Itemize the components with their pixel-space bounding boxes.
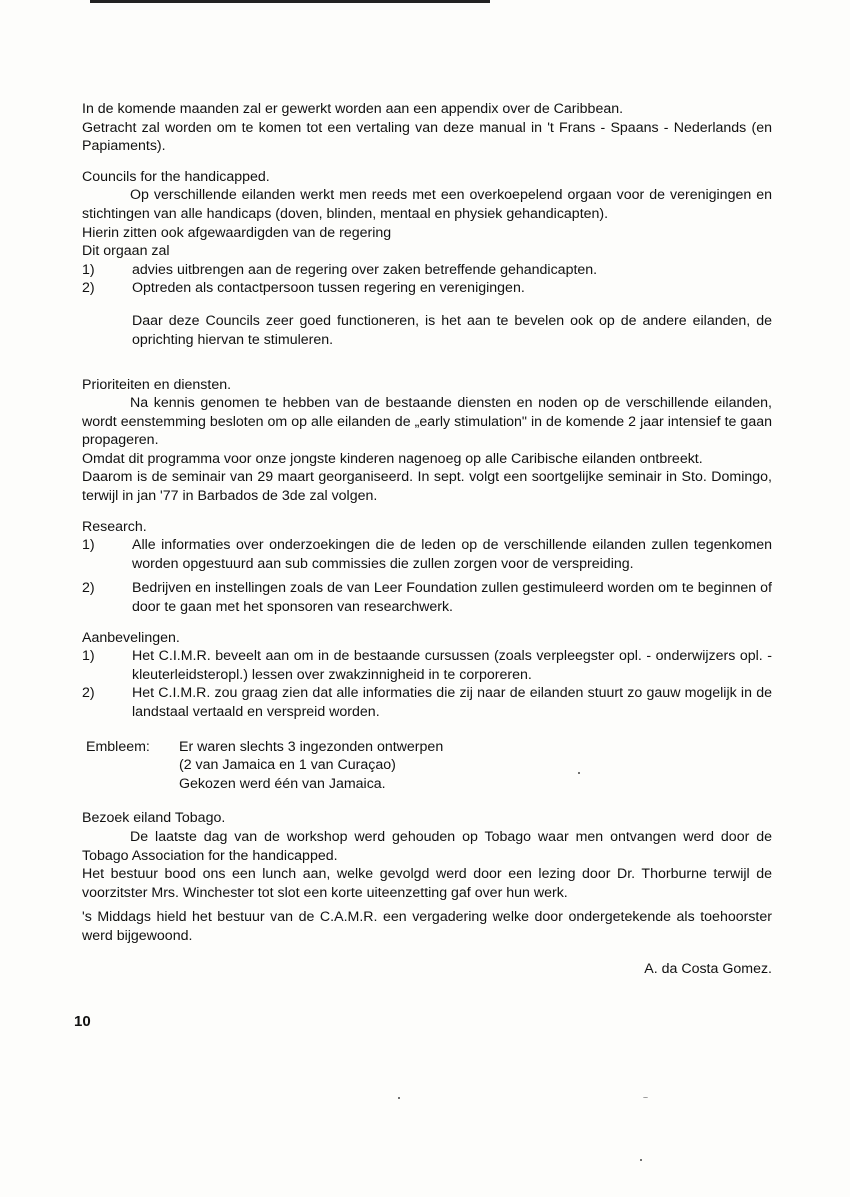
intro-line-2: Getracht zal worden om te komen tot een vertaling van deze manual in 't Frans - Spaans - Nederlands (en Papiaments). <box>82 119 772 155</box>
priorities-paragraph-1: Na kennis genomen te hebben van de bestaande diensten en noden op de verschillende eilanden, wordt eenstemming besloten om op alle eilanden de „early stimulation" in de komende 2 jaar intensief te gaan propageren. <box>82 395 772 449</box>
councils-item-2 <box>82 279 772 298</box>
emblem-line: Gekozen werd één van Jamaica. <box>179 775 386 792</box>
recommendations-item-number: 2) <box>82 685 95 702</box>
emblem-section <box>82 738 772 794</box>
recommendations-item-number: 1) <box>82 648 95 665</box>
signature: A. da Costa Gomez. <box>644 960 772 977</box>
emblem-line: Er waren slechts 3 ingezonden ontwerpen <box>179 738 444 755</box>
councils-heading: Councils for the handicapped. <box>82 168 270 185</box>
emblem-label: Embleem: <box>86 738 150 755</box>
councils-item-number: 1) <box>82 261 95 278</box>
councils-item-text: Optreden als contactpersoon tussen regering en verenigingen. <box>132 280 525 297</box>
tobago-heading: Bezoek eiland Tobago. <box>82 810 226 827</box>
tobago-paragraph-1: De laatste dag van de workshop werd gehouden op Tobago waar men ontvangen werd door de Tobago Association for the handicapped. <box>82 828 772 864</box>
research-item-number: 1) <box>82 537 95 554</box>
recommendations-item-text: Het C.I.M.R. beveelt aan om in de bestaande cursussen (zoals verpleegster opl. - onderwijzers opl. - kleuterleidsteropl.) lessen over zwakzinnigheid in te corporeren. <box>132 648 772 683</box>
priorities-heading: Prioriteiten en diensten. <box>82 376 232 393</box>
councils-item-1 <box>82 261 772 280</box>
research-item-1 <box>82 536 772 573</box>
priorities-paragraph-3: Daarom is de seminair van 29 maart georganiseerd. In sept. volgt een soortgelijke seminair in Sto. Domingo, terwijl in jan '77 in Barbados de 3de zal volgen. <box>82 469 772 505</box>
emblem-lines <box>179 738 772 794</box>
councils-paragraph-2: Hierin zitten ook afgewaardigden van de regering <box>82 224 392 241</box>
recommendations-section <box>82 629 772 722</box>
recommendations-item-text: Het C.I.M.R. zou graag zien dat alle informaties die zij naar de eilanden stuurt zo gauw mogelijk in de landstaal vertaald en verspreid worden. <box>132 685 772 720</box>
tobago-paragraph-2: Het bestuur bood ons een lunch aan, welke gevolgd werd door een lezing door Dr. Thorburne terwijl de voorzitster Mrs. Winchester tot slot een korte uiteenzetting gaf over hun werk. <box>82 866 772 901</box>
recommendations-item-2 <box>82 684 772 721</box>
scan-speck <box>640 1159 642 1161</box>
councils-paragraph-1: Op verschillende eilanden werkt men reeds met een overkoepelend orgaan voor de verenigingen en stichtingen van alle handicaps (doven, blinden, mentaal en physiek gehandicapten). <box>82 187 772 222</box>
emblem-line: (2 van Jamaica en 1 van Curaçao) <box>179 757 396 774</box>
research-item-text: Alle informaties over onderzoekingen die de leden op de verschillende eilanden zullen tegenkomen worden opgestuurd aan sub commissies die zullen zorgen voor de verspreiding. <box>132 537 772 572</box>
councils-section <box>82 168 772 350</box>
scan-speck <box>643 1097 648 1098</box>
councils-recommendation: Daar deze Councils zeer goed functioneren, is het aan te bevelen ook op de andere eilanden, de oprichting hiervan te stimuleren. <box>132 313 772 348</box>
councils-item-number: 2) <box>82 280 95 297</box>
scan-speck <box>578 772 580 774</box>
scan-speck <box>398 1097 400 1099</box>
councils-item-text: advies uitbrengen aan de regering over zaken betreffende gehandicapten. <box>132 261 598 278</box>
priorities-section <box>82 376 772 506</box>
priorities-paragraph-2: Omdat dit programma voor onze jongste kinderen nagenoeg op alle Caribische eilanden ontbreekt. <box>82 450 703 467</box>
tobago-paragraph-3: 's Middags hield het bestuur van de C.A.M.R. een vergadering welke door ondergetekende als toehoorster werd bijgewoond. <box>82 909 772 944</box>
document-body <box>82 100 772 992</box>
top-rule <box>90 0 490 3</box>
intro-line-1: In de komende maanden zal er gewerkt worden aan een appendix over de Caribbean. <box>82 101 624 117</box>
recommendations-heading: Aanbevelingen. <box>82 629 180 646</box>
research-item-2 <box>82 579 772 616</box>
recommendations-item-1 <box>82 647 772 684</box>
research-item-text: Bedrijven en instellingen zoals de van Leer Foundation zullen gestimuleerd worden om te beginnen of door te gaan met het sponsoren van researchwerk. <box>132 580 772 616</box>
tobago-section <box>82 809 772 945</box>
page-number: 10 <box>74 1013 91 1030</box>
councils-paragraph-3: Dit orgaan zal <box>82 243 170 260</box>
research-item-number: 2) <box>82 580 95 597</box>
research-heading: Research. <box>82 518 147 535</box>
research-section <box>82 518 772 617</box>
